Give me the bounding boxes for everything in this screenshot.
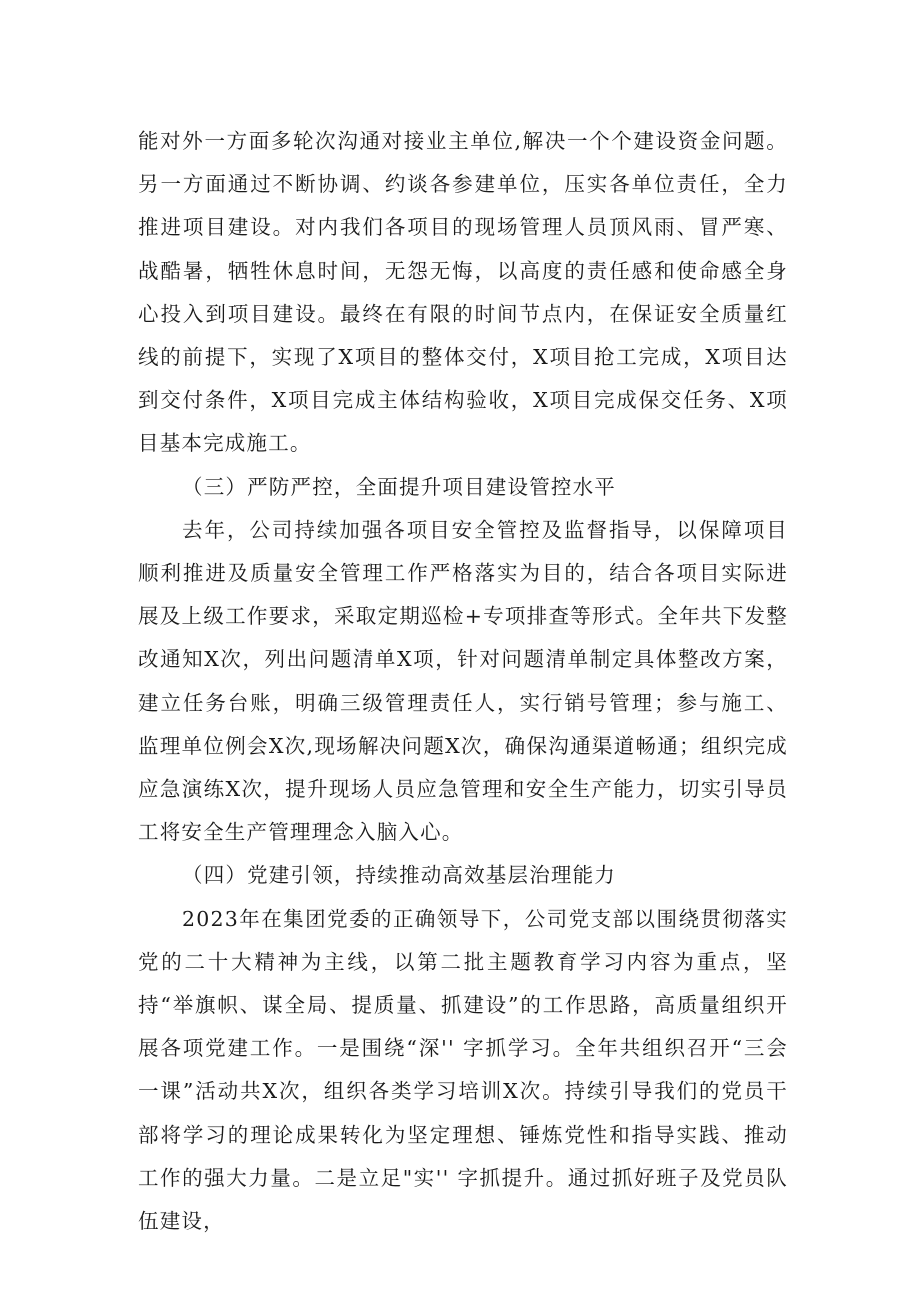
heading-section-four: （四）党建引领，持续推动高效基层治理能力 bbox=[182, 863, 616, 888]
heading-section-three: （三）严防严控，全面提升项目建设管控水平 bbox=[182, 474, 616, 499]
paragraph-safety-control: 去年，公司持续加强各项目安全管控及监督指导，以保障项目顺利推进及质量安全管理工作严格落实为目的，结合各项目实际进展及上级工作要求，采取定期巡检+专项排查等形式。全年共下发整改通知X次，列出问题清单X项，针对问题清单制定具体整改方案，建立任务台账，明确三级管理责任人，实行销号管理；参与施工、监理单位例会X次,现场解决问题X次，确保沟通渠道畅通；组织完成应急演练X次，提升现场人员应急管理和安全生产能力，切实引导员工将安全生产管理理念入脑入心。 bbox=[138, 517, 788, 845]
paragraph-party-building: 2023年在集团党委的正确领导下，公司党支部以围绕贯彻落实党的二十大精神为主线，以第二批主题教育学习内容为重点，坚持“举旗帜、谋全局、提质量、抓建设”的工作思路，高质量组织开展各项党建工作。一是围绕“深'' 字抓学习。全年共组织召开“三会一课”活动共X次，组织各类学习培训X次。持续引导我们的党员干部将学习的理论成果转化为坚定理想、锤炼党性和指导实践、推动工作的强大力量。二是立足"实'' 字抓提升。通过抓好班子及党员队伍建设， bbox=[138, 906, 788, 1234]
document-body bbox=[138, 120, 788, 1243]
paragraph-project-construction: 能对外一方面多轮次沟通对接业主单位,解决一个个建设资金问题。另一方面通过不断协调、约谈各参建单位，压实各单位责任，全力推进项目建设。对内我们各项目的现场管理人员顶风雨、冒严寒、战酷暑，牺牲休息时间，无怨无悔，以高度的责任感和使命感全身心投入到项目建设。最终在有限的时间节点内，在保证安全质量红线的前提下，实现了X项目的整体交付，X项目抢工完成，X项目达到交付条件，X项目完成主体结构验收，X项目完成保交任务、X项目基本完成施工。 bbox=[138, 129, 788, 456]
